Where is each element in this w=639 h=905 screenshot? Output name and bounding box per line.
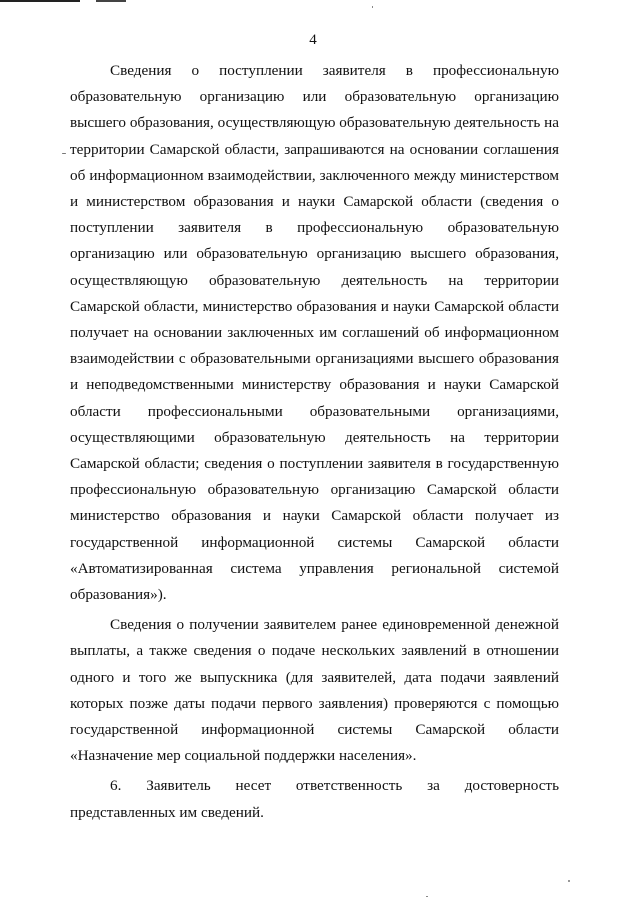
scan-speck [568,880,570,882]
paragraph-responsibility: 6. Заявитель несет ответственность за достоверность представленных им сведений. [70,777,559,821]
scan-speck [62,153,66,154]
paragraph-data-sources: Сведения о поступлении заявителя в профессиональную образовательную организацию или образовательную организацию высшего образования, осуществляющую образовательную деятельность на территории Самарской области, запрашиваются на основании соглашения об информационном взаимодействии, заключенного между министерством и министерством образования и науки Самарской области (сведения о поступлении заявителя в профессиональную образовательную организацию или образовательную организацию высшего образования, осуществляющую образовательную деятельность на территории Самарской области, министерство образования и науки Самарской области получает на основании заключенных им соглашений об информационном взаимодействии с образовательными организациями высшего образования и неподведомственными министерству образования и науки Самарской области профессиональными образовательными организациями, осуществляющими образовательную деятельность на территории Самарской области; сведения о поступлении заявителя в государственную профессиональную образовательную организацию Самарской области министерство образования и науки Самарской области получает из государственной информационной системы Самарской области «Автоматизированная система управления региональной системой образования»). [70,62,559,604]
scan-edge-mark [96,0,126,2]
paragraph-verification: Сведения о получении заявителем ранее единовременной денежной выплаты, а также сведения о подаче нескольких заявлений в отношении одного и того же выпускника (для заявителей, дата подачи заявлений которых позже даты подачи первого заявления) проверяются с помощью государственной информационной системы Самарской области «Назначение мер социальной поддержки населения». [70,616,559,765]
page-number: 4 [309,32,317,48]
scan-speck [426,896,428,897]
document-body [70,58,559,826]
scan-edge-mark [0,0,80,2]
scan-speck [372,6,373,8]
